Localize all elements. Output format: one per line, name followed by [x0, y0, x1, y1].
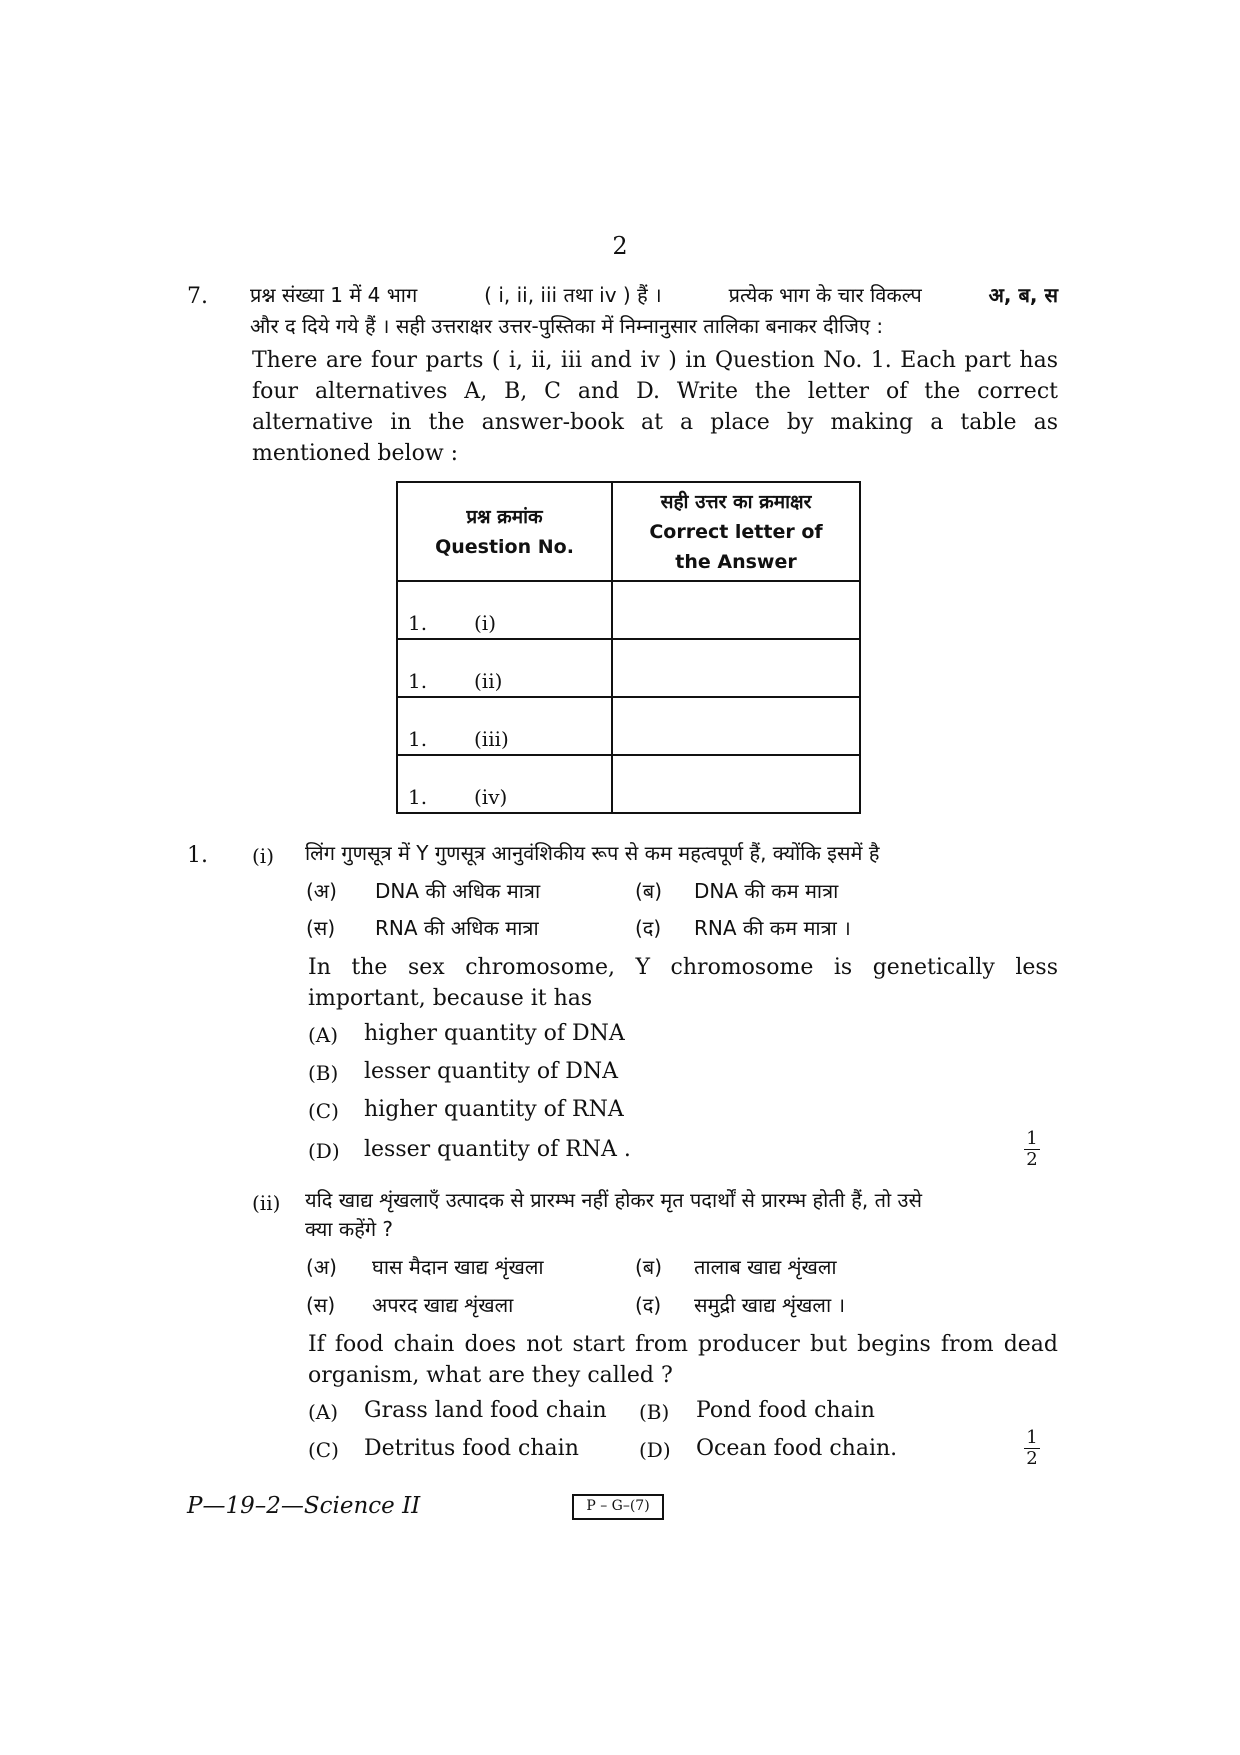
- part-i-option-text: higher quantity of DNA: [364, 1021, 625, 1046]
- part-i-english-line1: In the sex chromosome, Y chromosome is genetically less: [308, 955, 1058, 980]
- row-q-number: 1.: [408, 727, 428, 751]
- row-answer-cell: [612, 639, 860, 697]
- part-i-hindi-option-label: (ब): [635, 879, 663, 903]
- table-row: [397, 639, 860, 697]
- row-answer-cell: [612, 755, 860, 813]
- part-i-hindi-option-label: (अ): [306, 879, 337, 903]
- part-i-option-text: lesser quantity of DNA: [364, 1059, 618, 1084]
- header-correct-letter: [612, 482, 860, 581]
- header-line: Question No.: [435, 535, 574, 558]
- part-ii-hindi-line2: क्या कहेंगे ?: [305, 1217, 394, 1241]
- part-i-option-label: (C): [308, 1099, 339, 1123]
- part-ii-english-line1: If food chain does not start from producer but begins from dead: [308, 1332, 1058, 1357]
- instruction-hindi-line1-part: ( i, ii, iii तथा iv ) हैं ।: [484, 283, 662, 307]
- part-i-option-label: (A): [308, 1023, 339, 1047]
- instruction-english-line1: There are four parts ( i, ii, iii and iv ) in Question No. 1. Each part has: [252, 348, 1058, 373]
- part-ii-hindi-option-label: (स): [306, 1293, 336, 1317]
- part-ii-option-label: (C): [308, 1438, 339, 1462]
- footer-page-code: P – G–(7): [572, 1494, 664, 1520]
- part-ii-hindi-option-text: तालाब खाद्य शृंखला: [694, 1255, 837, 1279]
- row-question-cell: [397, 697, 612, 755]
- instruction-english-line4: mentioned below :: [252, 441, 459, 466]
- part-ii-hindi-option-label: (अ): [306, 1255, 337, 1279]
- row-q-number: 1.: [408, 611, 428, 635]
- part-i-marks: [1022, 1129, 1042, 1170]
- part-ii-option-label: (A): [308, 1400, 339, 1424]
- table-row: [397, 697, 860, 755]
- part-i-hindi-option-text: DNA की अधिक मात्रा: [375, 879, 541, 903]
- part-ii-option-label: (D): [639, 1438, 671, 1462]
- part-ii-hindi-option-label: (ब): [635, 1255, 663, 1279]
- question-number: 1.: [187, 843, 208, 868]
- part-i-hindi-option-label: (द): [635, 916, 662, 940]
- part-ii-english-line2: organism, what are they called ?: [308, 1363, 673, 1388]
- instruction-number: 7.: [187, 284, 208, 309]
- marks-numerator: 1: [1026, 1427, 1038, 1448]
- row-part: (i): [474, 611, 497, 635]
- part-ii-option-text: Grass land food chain: [364, 1398, 607, 1423]
- marks-denominator: 2: [1026, 1448, 1038, 1469]
- part-i-hindi-option-text: RNA की कम मात्रा ।: [694, 916, 851, 940]
- part-i-english-line2: important, because it has: [308, 986, 593, 1011]
- row-question-cell: [397, 755, 612, 813]
- row-question-cell: [397, 639, 612, 697]
- header-line: Correct letter of: [649, 520, 823, 543]
- part-ii-hindi-line1: यदि खाद्य शृंखलाएँ उत्पादक से प्रारम्भ नहीं होकर मृत पदार्थों से प्रारम्भ होती हैं, तो उसे: [305, 1188, 923, 1212]
- part-ii-hindi-option-text: घास मैदान खाद्य शृंखला: [372, 1255, 544, 1279]
- row-part: (iii): [474, 727, 509, 751]
- part-i-hindi-option-label: (स): [306, 916, 336, 940]
- row-q-number: 1.: [408, 785, 428, 809]
- part-ii-hindi-option-text: समुद्री खाद्य शृंखला ।: [694, 1293, 846, 1317]
- header-line: the Answer: [675, 550, 797, 573]
- part-ii-option-text: Pond food chain: [696, 1398, 875, 1423]
- part-i-hindi-option-text: DNA की कम मात्रा: [694, 879, 839, 903]
- part-ii-option-text: Ocean food chain.: [696, 1436, 898, 1461]
- part-i-option-label: (B): [308, 1061, 339, 1085]
- page-number: 2: [612, 232, 628, 260]
- part-ii-marks: [1022, 1428, 1042, 1469]
- instruction-hindi-line1-part: प्रश्न संख्या 1 में 4 भाग: [250, 283, 418, 307]
- instruction-hindi-line1-part: प्रत्येक भाग के चार विकल्प: [728, 283, 922, 307]
- row-q-number: 1.: [408, 669, 428, 693]
- header-question-no: [397, 482, 612, 581]
- instruction-english-line3: alternative in the answer-book at a place by making a table as: [252, 410, 1058, 435]
- part-i-hindi: लिंग गुणसूत्र में Y गुणसूत्र आनुवंशिकीय रूप से कम महत्वपूर्ण हैं, क्योंकि इसमें है: [305, 841, 880, 865]
- instruction-hindi-line2: और द दिये गये हैं । सही उत्तराक्षर उत्तर-पुस्तिका में निम्नानुसार तालिका बनाकर दीजिए :: [250, 314, 884, 338]
- row-part: (iv): [474, 785, 508, 809]
- part-ii-hindi-option-label: (द): [635, 1293, 662, 1317]
- answer-table-header: [397, 482, 860, 581]
- part-i-label: (i): [252, 844, 275, 868]
- instruction-hindi-line1: [250, 281, 1058, 308]
- part-ii-option-text: Detritus food chain: [364, 1436, 579, 1461]
- part-i-option-text: lesser quantity of RNA .: [364, 1137, 631, 1162]
- row-question-cell: [397, 581, 612, 639]
- marks-numerator: 1: [1026, 1128, 1038, 1149]
- part-i-hindi-option-text: RNA की अधिक मात्रा: [375, 916, 539, 940]
- row-answer-cell: [612, 581, 860, 639]
- header-line: प्रश्न क्रमांक: [466, 505, 543, 528]
- part-i-option-text: higher quantity of RNA: [364, 1097, 624, 1122]
- part-i-option-label: (D): [308, 1139, 340, 1163]
- instruction-hindi-line1-part: अ, ब, स: [988, 283, 1058, 307]
- marks-denominator: 2: [1026, 1149, 1038, 1170]
- part-ii-option-label: (B): [639, 1400, 670, 1424]
- table-row: [397, 581, 860, 639]
- footer-paper-code: P—19–2—Science II: [187, 1493, 421, 1519]
- instruction-english-line2: four alternatives A, B, C and D. Write the letter of the correct: [252, 379, 1058, 404]
- header-line: सही उत्तर का क्रमाक्षर: [660, 490, 812, 513]
- part-ii-hindi-option-text: अपरद खाद्य शृंखला: [372, 1293, 514, 1317]
- table-row: [397, 755, 860, 813]
- row-part: (ii): [474, 669, 503, 693]
- answer-table: [396, 481, 861, 814]
- row-answer-cell: [612, 697, 860, 755]
- part-ii-label: (ii): [252, 1191, 281, 1215]
